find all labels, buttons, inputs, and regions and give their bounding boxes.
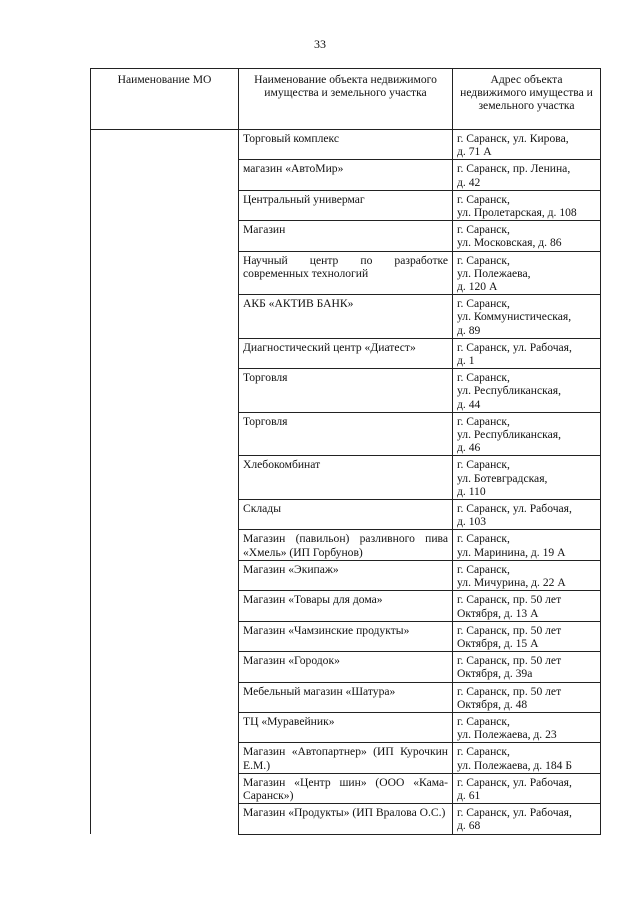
object-name-cell bbox=[239, 369, 453, 413]
object-address: г. Саранск, ул. Пролетарская, д. 108 bbox=[457, 192, 577, 220]
property-table bbox=[90, 68, 601, 835]
object-address: г. Саранск, ул. Рабочая, д. 1 bbox=[457, 340, 572, 368]
object-address: г. Саранск, ул. Ботевградская, д. 110 bbox=[457, 458, 548, 498]
object-name: Магазин «Чамзинские продукты» bbox=[243, 623, 410, 637]
header-row bbox=[91, 69, 601, 130]
object-address-cell bbox=[453, 130, 601, 160]
header-object-address: Адрес объекта недвижимого имущества и земельного участка bbox=[453, 69, 601, 130]
object-address: г. Саранск, ул. Мичурина, д. 22 А bbox=[457, 562, 566, 590]
mo-name-cell bbox=[91, 130, 239, 835]
object-address: г. Саранск, ул. Рабочая, д. 103 bbox=[457, 502, 572, 529]
object-name-cell bbox=[239, 591, 453, 621]
object-name-cell bbox=[239, 338, 453, 368]
object-address: г. Саранск, ул. Московская, д. 86 bbox=[457, 223, 562, 250]
object-address-cell bbox=[453, 160, 601, 190]
object-address: г. Саранск, ул. Маринина, д. 19 А bbox=[457, 532, 566, 559]
object-address: г. Саранск, ул. Полежаева, д. 120 А bbox=[457, 253, 531, 294]
object-address: г. Саранск, ул. Полежаева, д. 184 Б bbox=[457, 745, 573, 772]
header-object-name: Наименование объекта недвижимого имущества и земельного участка bbox=[239, 69, 453, 130]
object-name-cell bbox=[239, 682, 453, 712]
object-address-cell bbox=[453, 500, 601, 530]
object-address-cell bbox=[453, 412, 601, 456]
table-row bbox=[91, 130, 601, 160]
object-address: г. Саранск, ул. Рабочая, д. 61 bbox=[457, 775, 572, 802]
object-address: г. Саранск, пр. 50 лет Октября, д. 48 bbox=[457, 684, 562, 711]
object-address-cell bbox=[453, 530, 601, 560]
object-address: г. Саранск, ул. Полежаева, д. 23 bbox=[457, 714, 557, 742]
object-name-cell bbox=[239, 652, 453, 682]
object-name: Диагностический центр «Диатест» bbox=[243, 340, 416, 354]
object-name-cell bbox=[239, 621, 453, 651]
object-address-cell bbox=[453, 338, 601, 368]
object-name: Магазин «Центр шин» (ООО «Кама-Саранск») bbox=[243, 775, 448, 802]
object-address: г. Саранск, пр. 50 лет Октября, д. 39а bbox=[457, 654, 562, 681]
object-address: г. Саранск, ул. Республиканская, д. 44 bbox=[457, 371, 561, 411]
object-name-cell bbox=[239, 412, 453, 456]
object-name: Торговля bbox=[243, 371, 288, 385]
object-address-cell bbox=[453, 560, 601, 590]
object-address: г. Саранск, пр. Ленина, д. 42 bbox=[457, 162, 571, 189]
object-name: Магазин (павильон) разливного пива «Хмель» (ИП Горбунов) bbox=[243, 532, 448, 559]
object-address-cell bbox=[453, 251, 601, 295]
table-body bbox=[91, 130, 601, 835]
object-address-cell bbox=[453, 295, 601, 339]
object-address: г. Саранск, пр. 50 лет Октября, д. 13 А bbox=[457, 593, 562, 620]
object-name-cell bbox=[239, 712, 453, 742]
object-name: Хлебокомбинат bbox=[243, 458, 321, 472]
object-address: г. Саранск, пр. 50 лет Октября, д. 15 А bbox=[457, 623, 562, 650]
object-address-cell bbox=[453, 221, 601, 251]
page-number: 33 bbox=[314, 37, 326, 51]
object-address: г. Саранск, ул. Республиканская, д. 46 bbox=[457, 414, 561, 455]
object-name: АКБ «АКТИВ БАНК» bbox=[243, 297, 354, 311]
object-address-cell bbox=[453, 712, 601, 742]
object-address-cell bbox=[453, 652, 601, 682]
object-name: Научный центр по разработке современных технологий bbox=[243, 253, 448, 280]
object-name: Торговля bbox=[243, 414, 288, 428]
object-name-cell bbox=[239, 560, 453, 590]
object-name: Магазин «Продукты» (ИП Вралова О.С.) bbox=[243, 806, 446, 820]
object-address-cell bbox=[453, 773, 601, 803]
object-address-cell bbox=[453, 190, 601, 220]
object-address: г. Саранск, ул. Коммунистическая, д. 89 bbox=[457, 297, 572, 337]
object-name: Мебельный магазин «Шатура» bbox=[243, 684, 396, 698]
object-name: Магазин «Автопартнер» (ИП Курочкин Е.М.) bbox=[243, 745, 448, 772]
object-name-cell bbox=[239, 773, 453, 803]
object-name: Центральный универмаг bbox=[243, 192, 365, 206]
object-name: Торговый комплекс bbox=[243, 132, 340, 145]
object-address-cell bbox=[453, 621, 601, 651]
object-name: Магазин bbox=[243, 223, 286, 237]
object-name-cell bbox=[239, 295, 453, 339]
object-address-cell bbox=[453, 743, 601, 773]
object-name-cell bbox=[239, 160, 453, 190]
object-name-cell bbox=[239, 743, 453, 773]
object-name-cell bbox=[239, 500, 453, 530]
object-name-cell bbox=[239, 221, 453, 251]
object-name-cell bbox=[239, 804, 453, 834]
header-mo-name: Наименование МО bbox=[91, 69, 239, 130]
object-name: Магазин «Товары для дома» bbox=[243, 593, 383, 607]
object-name-cell bbox=[239, 456, 453, 500]
object-address-cell bbox=[453, 591, 601, 621]
object-address-cell bbox=[453, 456, 601, 500]
object-address-cell bbox=[453, 804, 601, 834]
object-name-cell bbox=[239, 190, 453, 220]
object-name: Магазин «Экипаж» bbox=[243, 562, 339, 576]
object-address-cell bbox=[453, 369, 601, 413]
object-address: г. Саранск, ул. Рабочая, д. 68 bbox=[457, 806, 572, 833]
object-name: магазин «АвтоМир» bbox=[243, 162, 344, 176]
object-name: Склады bbox=[243, 502, 281, 516]
object-name: Магазин «Городок» bbox=[243, 654, 340, 668]
object-name-cell bbox=[239, 530, 453, 560]
object-name-cell bbox=[239, 130, 453, 160]
object-name-cell bbox=[239, 251, 453, 295]
object-name: ТЦ «Муравейник» bbox=[243, 714, 335, 728]
table-header bbox=[91, 69, 601, 130]
object-address: г. Саранск, ул. Кирова, д. 71 А bbox=[457, 132, 569, 159]
object-address-cell bbox=[453, 682, 601, 712]
